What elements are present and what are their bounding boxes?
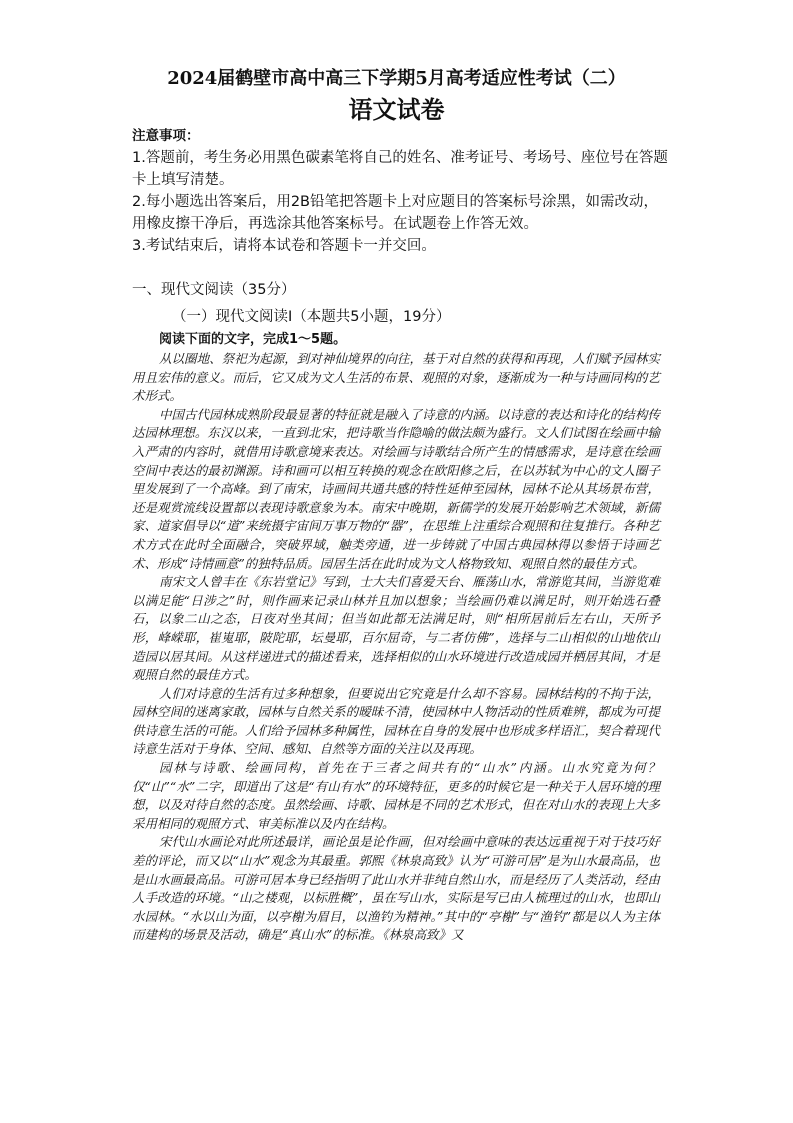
passage-paragraph-5: 园林与诗歌、绘画同构，首先在于三者之间共有的“山水”内涵。山水究竟为何？仅“山”“水”二字，即道出了这是“有山有水”的环境特征，更多的时候它是一种关于人居环境的理想，以及对待自然的态度。虽然绘画、诗歌、园林是不同的艺术形式，但在对山水的表现上大多采用相同的观照方式、审美标准以及内在结构。 xyxy=(132,760,660,831)
exam-title: 2024届鹤壁市高中高三下学期5月高考适应性考试（二） xyxy=(167,68,626,89)
passage-paragraph-4: 人们对诗意的生活有过多种想象，但要说出它究竟是什么却不容易。园林结构的不拘于法，园林空间的迷离家敢，园林与自然关系的暧昧不清，使园林中人物活动的性质难辨，都成为可提供诗意生活的可能。人们给予园林多种属性，园林在自身的发展中也形成多样语汇，契合着现代诗意生活对于身体、空间、感知、自然等方面的关注以及再现。 xyxy=(132,685,660,757)
notes-heading: 注意事项： xyxy=(132,128,200,144)
exam-subject: 语文试卷 xyxy=(348,96,445,124)
section-title: 一、现代文阅读（35分） xyxy=(132,282,296,298)
passage-paragraph-6: 宋代山水画论对此所述最详，画论虽是论作画，但对绘画中意味的表达远重视于对于技巧好差的评论，而又以“山水”观念为其最重。郭熙《林泉高致》认为“可游可居”是为山水最高品，也是山水画最高品。可游可居本身已经指明了此山水并非纯自然山水，而是经历了人类活动，经由人手改造的环境。“山之楼观，以标胜概”，虽在写山水，实际是写已由人梳理过的山水，也即山水园林。“水以山为面，以亭榭为眉目，以渔钓为精神。”其中的“亭榭”与“渔钓”都是以人为主体而建构的场景及活动，确是“真山水”的标准。《林泉高致》又 xyxy=(132,834,660,943)
reading-instruction: 阅读下面的文字，完成1～5题。 xyxy=(159,332,347,347)
notes-block xyxy=(132,125,672,257)
notes-item-3: 3.考试结束后，请将本试卷和答题卡一并交回。 xyxy=(132,238,436,254)
passage-paragraph-2: 中国古代园林成熟阶段最显著的特征就是融入了诗意的内涵。以诗意的表达和诗化的结构传达园林理想。东汉以来，一直到北宋，把诗歌当作隐喻的做法颇为盛行。文人们试图在绘画中输入严肃的内容时，就借用诗歌意境来表达。对绘画与诗歌结合所产生的情感需求，是诗意在绘画空间中表达的最初渊源。诗和画可以相互转换的观念在欧阳修之后，在以苏轼为中心的文人圈子里发展到了一个高峰。到了南宋，诗画间共通共感的特性延伸至园林，园林不论从其场景布营，还是观赏流线设置都以表现诗歌意象为本。南宋中晚期，新儒学的发展开始影响艺术领域，新儒家、道家倡导以“道”来统摄宇宙间万事万物的“器”，在思维上注重综合观照和往复推行。各种艺术方式在此时全面融合，突破界域，触类旁通，进一步铸就了中国古典园林得以参悟于诗画艺术、形成“诗情画意”的独特品质。园居生活在此时成为文人格物致知、观照自然的最佳方式。 xyxy=(132,406,660,571)
passage-paragraph-1: 从以圈地、祭祀为起源，到对神仙境界的向往，基于对自然的获得和再现，人们赋予园林实用且宏伟的意义。而后，它又成为文人生活的布景、观照的对象，逐渐成为一种与诗画同构的艺术形式。 xyxy=(132,351,660,404)
notes-item-2: 2.每小题选出答案后，用2B铅笔把答题卡上对应题目的答案标号涂黑，如需改动，用橡皮擦干净后，再选涂其他答案标号。在试题卷上作答无效。 xyxy=(132,194,659,232)
passage-paragraph-3: 南宋文人曾丰在《东岩堂记》写到，士大夫们喜爱天台、雁荡山水，常游览其间，当游览难以满足能“日涉之”时，则作画来记录山林并且加以想象；当绘画仍难以满足时，则开始选石叠石，以象二山之态，日夜对坐其间；但当如此都无法满足时，则“相所居前后左右山，天所予形，峰嵘耶，崔嵬耶，陂陀耶，坛曼耶，百尔屈奇，与二者仿佛”，选择与二山相似的山地依山造园以居其间。从这样递进式的描述看来，选择相似的山水环境进行改造成园并栖居其间，才是观照自然的最佳方式。 xyxy=(132,574,660,683)
section-subtitle: （一）现代文阅读Ⅰ（本题共5小题，19分） xyxy=(172,309,451,325)
notes-item-1: 1.答题前，考生务必用黑色碳素笔将自己的姓名、准考证号、考场号、座位号在答题卡上填写清楚。 xyxy=(132,150,668,188)
passage-body xyxy=(132,350,660,945)
